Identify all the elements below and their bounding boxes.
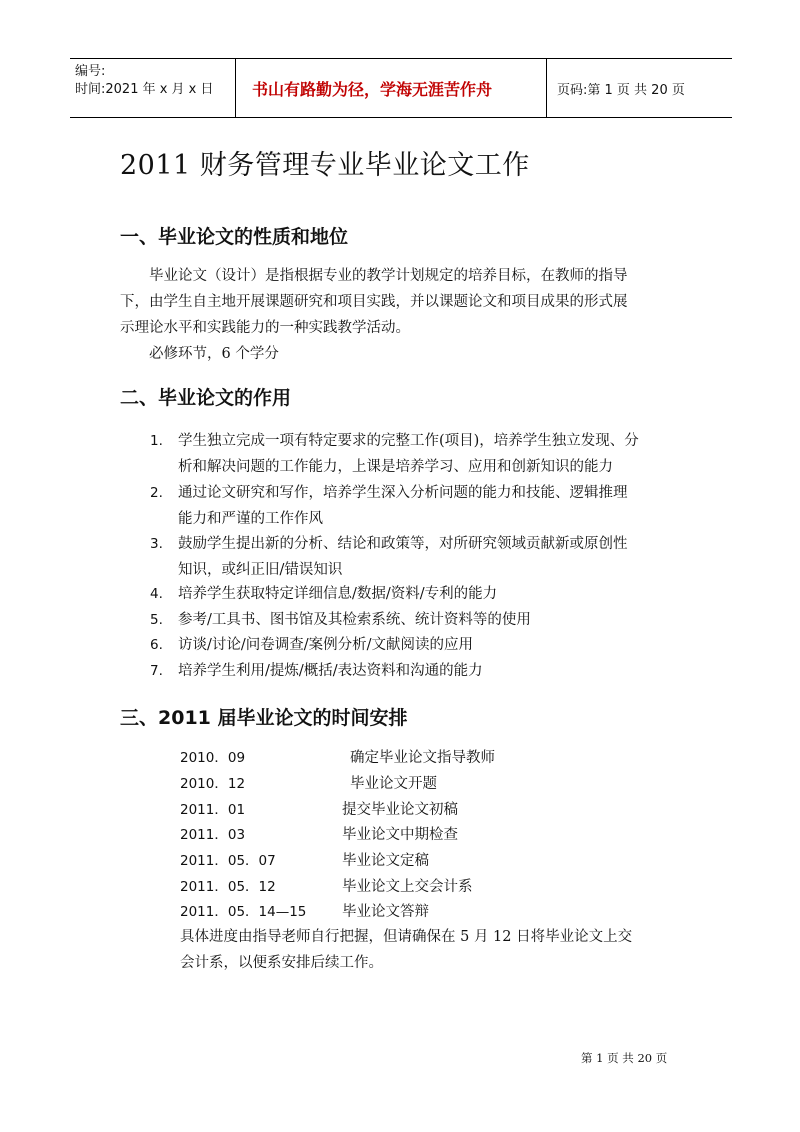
section1-para-line: 示理论水平和实践能力的一种实践教学活动。	[120, 320, 410, 336]
schedule-date: 2011．05．07	[180, 853, 276, 869]
list-item	[150, 581, 690, 607]
schedule-event: 确定毕业论文指导教师	[350, 750, 495, 766]
list-item-line: 知识，或纠正旧/错误知识	[178, 562, 343, 578]
list-item-number: 2.	[150, 485, 163, 501]
list-item	[150, 658, 690, 684]
list-item	[150, 428, 690, 480]
schedule-date: 2011．05．12	[180, 879, 276, 895]
list-item	[150, 632, 690, 658]
schedule-event: 提交毕业论文初稿	[342, 802, 458, 818]
list-item-number: 3.	[150, 536, 163, 552]
schedule-event: 毕业论文答辩	[342, 904, 429, 920]
header-divider-left	[235, 58, 236, 118]
schedule-date: 2011．03	[180, 827, 246, 843]
list-item-number: 5.	[150, 612, 163, 628]
list-item-line: 鼓励学生提出新的分析、结论和政策等，对所研究领域贡献新或原创性	[178, 536, 628, 552]
schedule-note	[180, 924, 700, 976]
schedule-note-line: 会计系，以便系安排后续工作。	[180, 955, 383, 971]
list-item-line: 学生独立完成一项有特定要求的完整工作(项目)，培养学生独立发现、分	[178, 433, 639, 449]
list-item	[150, 531, 690, 583]
section2-heading: 二、毕业论文的作用	[120, 387, 292, 409]
header-motto: 书山有路勤为径，学海无涯苦作舟	[252, 80, 493, 99]
schedule-event: 毕业论文中期检查	[342, 827, 458, 843]
section1-credits: 必修环节，6 个学分	[149, 346, 279, 362]
list-item-number: 6.	[150, 637, 163, 653]
list-item-number: 1.	[150, 433, 163, 449]
list-item-line: 能力和严谨的工作作风	[178, 511, 323, 527]
list-item-line: 通过论文研究和写作，培养学生深入分析问题的能力和技能、逻辑推理	[178, 485, 628, 501]
header-bottom-border	[70, 117, 732, 118]
schedule-date: 2010．12	[180, 776, 246, 792]
header-divider-right	[546, 58, 547, 118]
list-item-line: 培养学生获取特定详细信息/数据/资料/专利的能力	[178, 586, 498, 602]
list-item-line: 访谈/讨论/问卷调查/案例分析/文献阅读的应用	[178, 637, 474, 653]
section1-para-line: 下，由学生自主地开展课题研究和项目实践，并以课题论文和项目成果的形式展	[120, 294, 628, 310]
header-number-label: 编号:	[75, 64, 106, 79]
header-page-label: 页码:第 1 页 共 20 页	[557, 83, 685, 98]
header-top-border	[70, 58, 732, 59]
schedule-event: 毕业论文上交会计系	[342, 879, 473, 895]
list-item-number: 4.	[150, 586, 163, 602]
list-item	[150, 607, 690, 633]
schedule-event: 毕业论文定稿	[342, 853, 429, 869]
list-item	[150, 480, 690, 532]
section1-para-line: 毕业论文（设计）是指根据专业的教学计划规定的培养目标，在教师的指导	[149, 268, 628, 284]
section1-heading: 一、毕业论文的性质和地位	[120, 226, 349, 248]
list-item-line: 析和解决问题的工作能力，上课是培养学习、应用和创新知识的能力	[178, 459, 613, 475]
section3-heading: 三、2011 届毕业论文的时间安排	[120, 707, 408, 729]
list-item-number: 7.	[150, 663, 163, 679]
section1-paragraph	[120, 263, 680, 341]
schedule-date: 2011．05．14—15	[180, 904, 307, 920]
schedule-date: 2011．01	[180, 802, 246, 818]
schedule-note-line: 具体进度由指导老师自行把握，但请确保在 5 月 12 日将毕业论文上交	[180, 929, 633, 945]
document-title: 2011 财务管理专业毕业论文工作	[120, 150, 530, 181]
list-item-line: 参考/工具书、图书馆及其检索系统、统计资料等的使用	[178, 612, 531, 628]
header-time-label: 时间:2021 年 x 月 x 日	[75, 82, 214, 97]
list-item-line: 培养学生利用/提炼/概括/表达资料和沟通的能力	[178, 663, 483, 679]
schedule-event: 毕业论文开题	[350, 776, 437, 792]
page-footer: 第 1 页 共 20 页	[581, 1051, 668, 1065]
schedule-date: 2010．09	[180, 750, 246, 766]
